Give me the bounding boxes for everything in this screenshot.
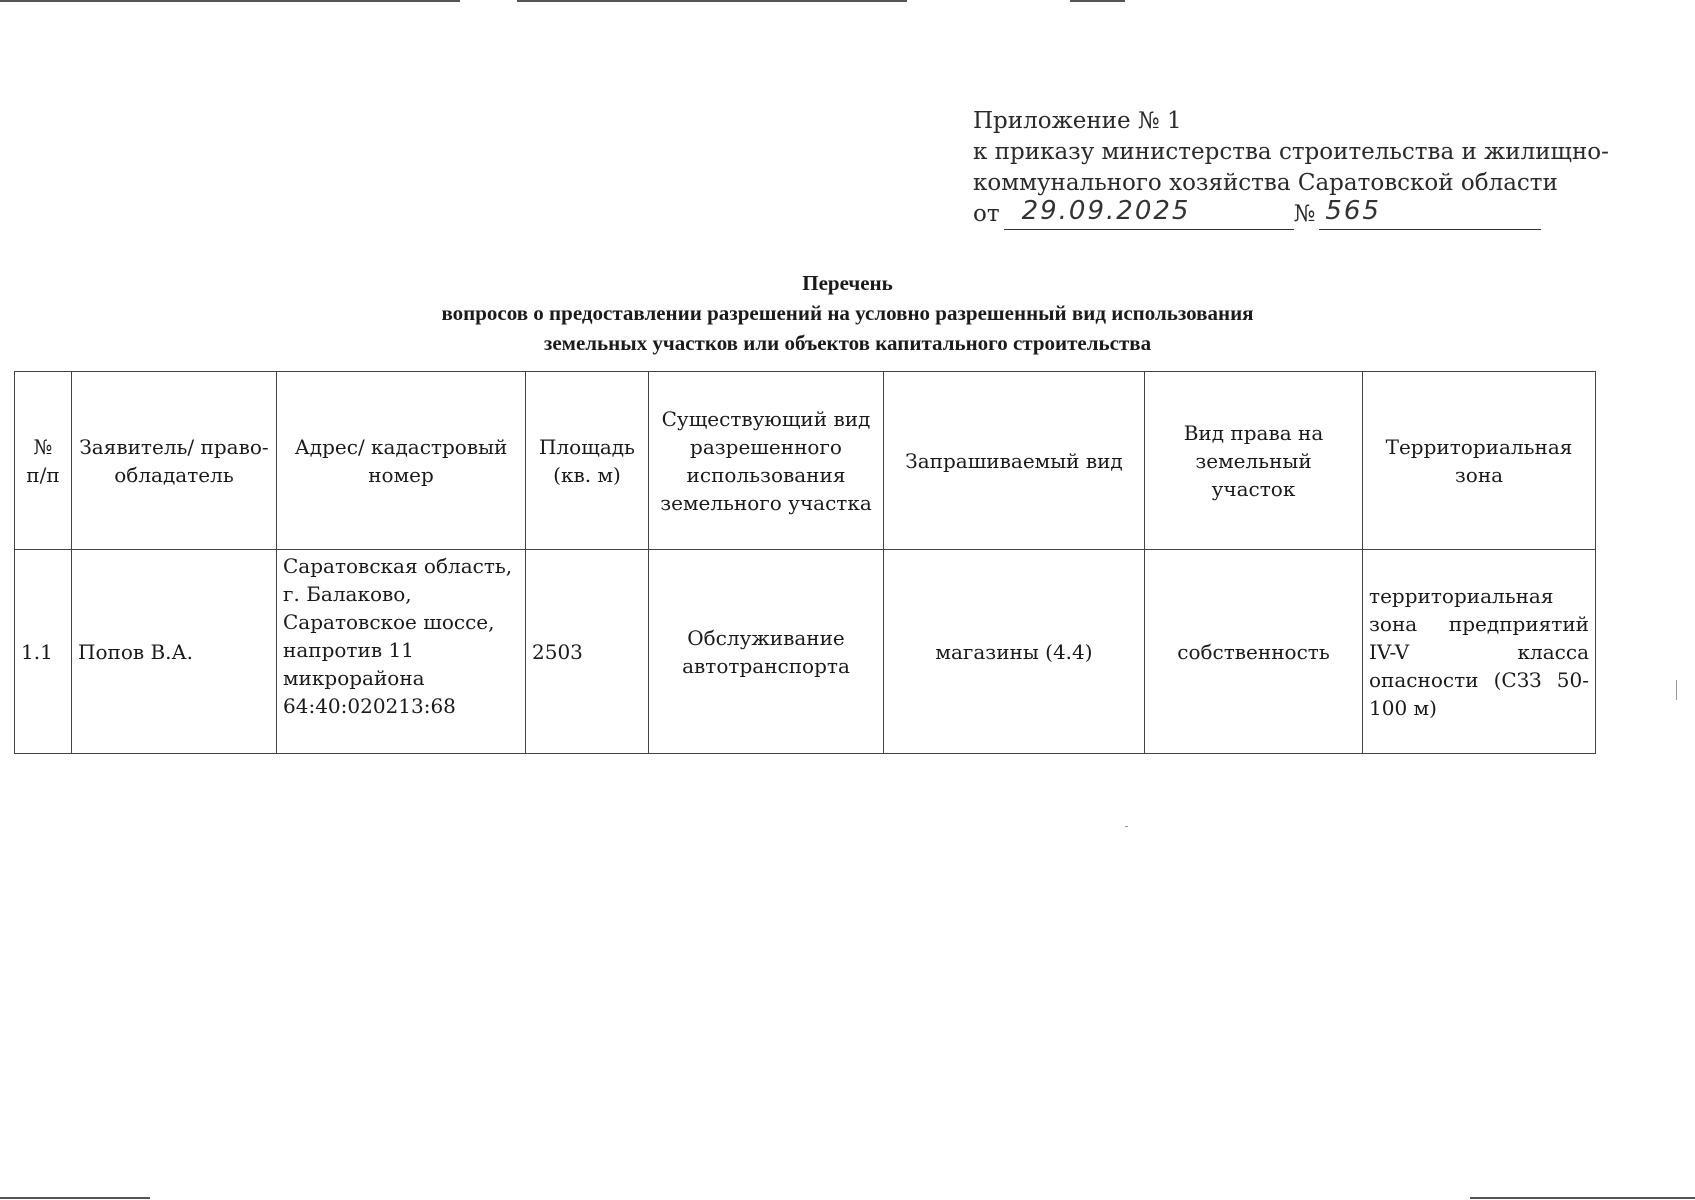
permits-table <box>14 371 1596 754</box>
table-row <box>15 550 1596 754</box>
number-field <box>1319 196 1541 230</box>
from-label: от <box>973 201 1000 227</box>
cell-area: 2503 <box>526 550 649 754</box>
cell-applicant: Попов В.А. <box>72 550 277 754</box>
appendix-header <box>973 106 1613 230</box>
appendix-number: Приложение № 1 <box>973 108 1182 134</box>
header-area: Площадь (кв. м) <box>526 372 649 550</box>
date-field <box>1004 196 1294 230</box>
header-requested-use: Запрашиваемый вид <box>884 372 1145 550</box>
handwritten-date: 29.09.2025 <box>1021 196 1191 226</box>
handwritten-number: 565 <box>1325 196 1381 226</box>
cell-zone: территориальная зона предприятий IV-V класса опасности (СЗЗ 50-100 м) <box>1363 550 1596 754</box>
cell-num: 1.1 <box>15 550 72 754</box>
title-line-1: Перечень <box>802 271 893 295</box>
cell-address: Саратовская область, г. Балаково, Саратовское шоссе, напротив 11 микрорайона 64:40:020213:68 <box>277 550 526 754</box>
scan-edge-bottom-right <box>1470 1197 1695 1199</box>
header-address: Адрес/ кадастровый номер <box>277 372 526 550</box>
number-label: № <box>1293 201 1316 227</box>
appendix-order-line: к приказу министерства строительства и жилищно- <box>973 139 1609 165</box>
title-line-2: вопросов о предоставлении разрешений на условно разрешенный вид использования <box>441 301 1254 325</box>
scan-speck <box>1125 826 1128 827</box>
header-existing-use: Существующий вид разрешенного использования земельного участка <box>649 372 884 550</box>
header-land-right: Вид права на земельный участок <box>1145 372 1363 550</box>
table-header-row <box>15 372 1596 550</box>
header-applicant: Заявитель/ право-обладатель <box>72 372 277 550</box>
cell-land-right: собственность <box>1145 550 1363 754</box>
appendix-ministry-line: коммунального хозяйства Саратовской области <box>973 170 1558 196</box>
header-num: № п/п <box>15 372 72 550</box>
cell-requested-use: магазины (4.4) <box>884 550 1145 754</box>
scan-edge-top-right <box>1070 0 1125 2</box>
scan-edge-top-left <box>0 0 460 2</box>
scan-edge-bottom-left <box>0 1197 150 1199</box>
header-zone: Территориальная зона <box>1363 372 1596 550</box>
scan-speck <box>1676 680 1677 700</box>
document-title <box>0 268 1695 358</box>
appendix-date-row <box>973 196 1613 230</box>
cell-existing-use: Обслуживание автотранспорта <box>649 550 884 754</box>
title-line-3: земельных участков или объектов капитального строительства <box>543 331 1152 355</box>
scan-edge-top-middle <box>517 0 907 2</box>
